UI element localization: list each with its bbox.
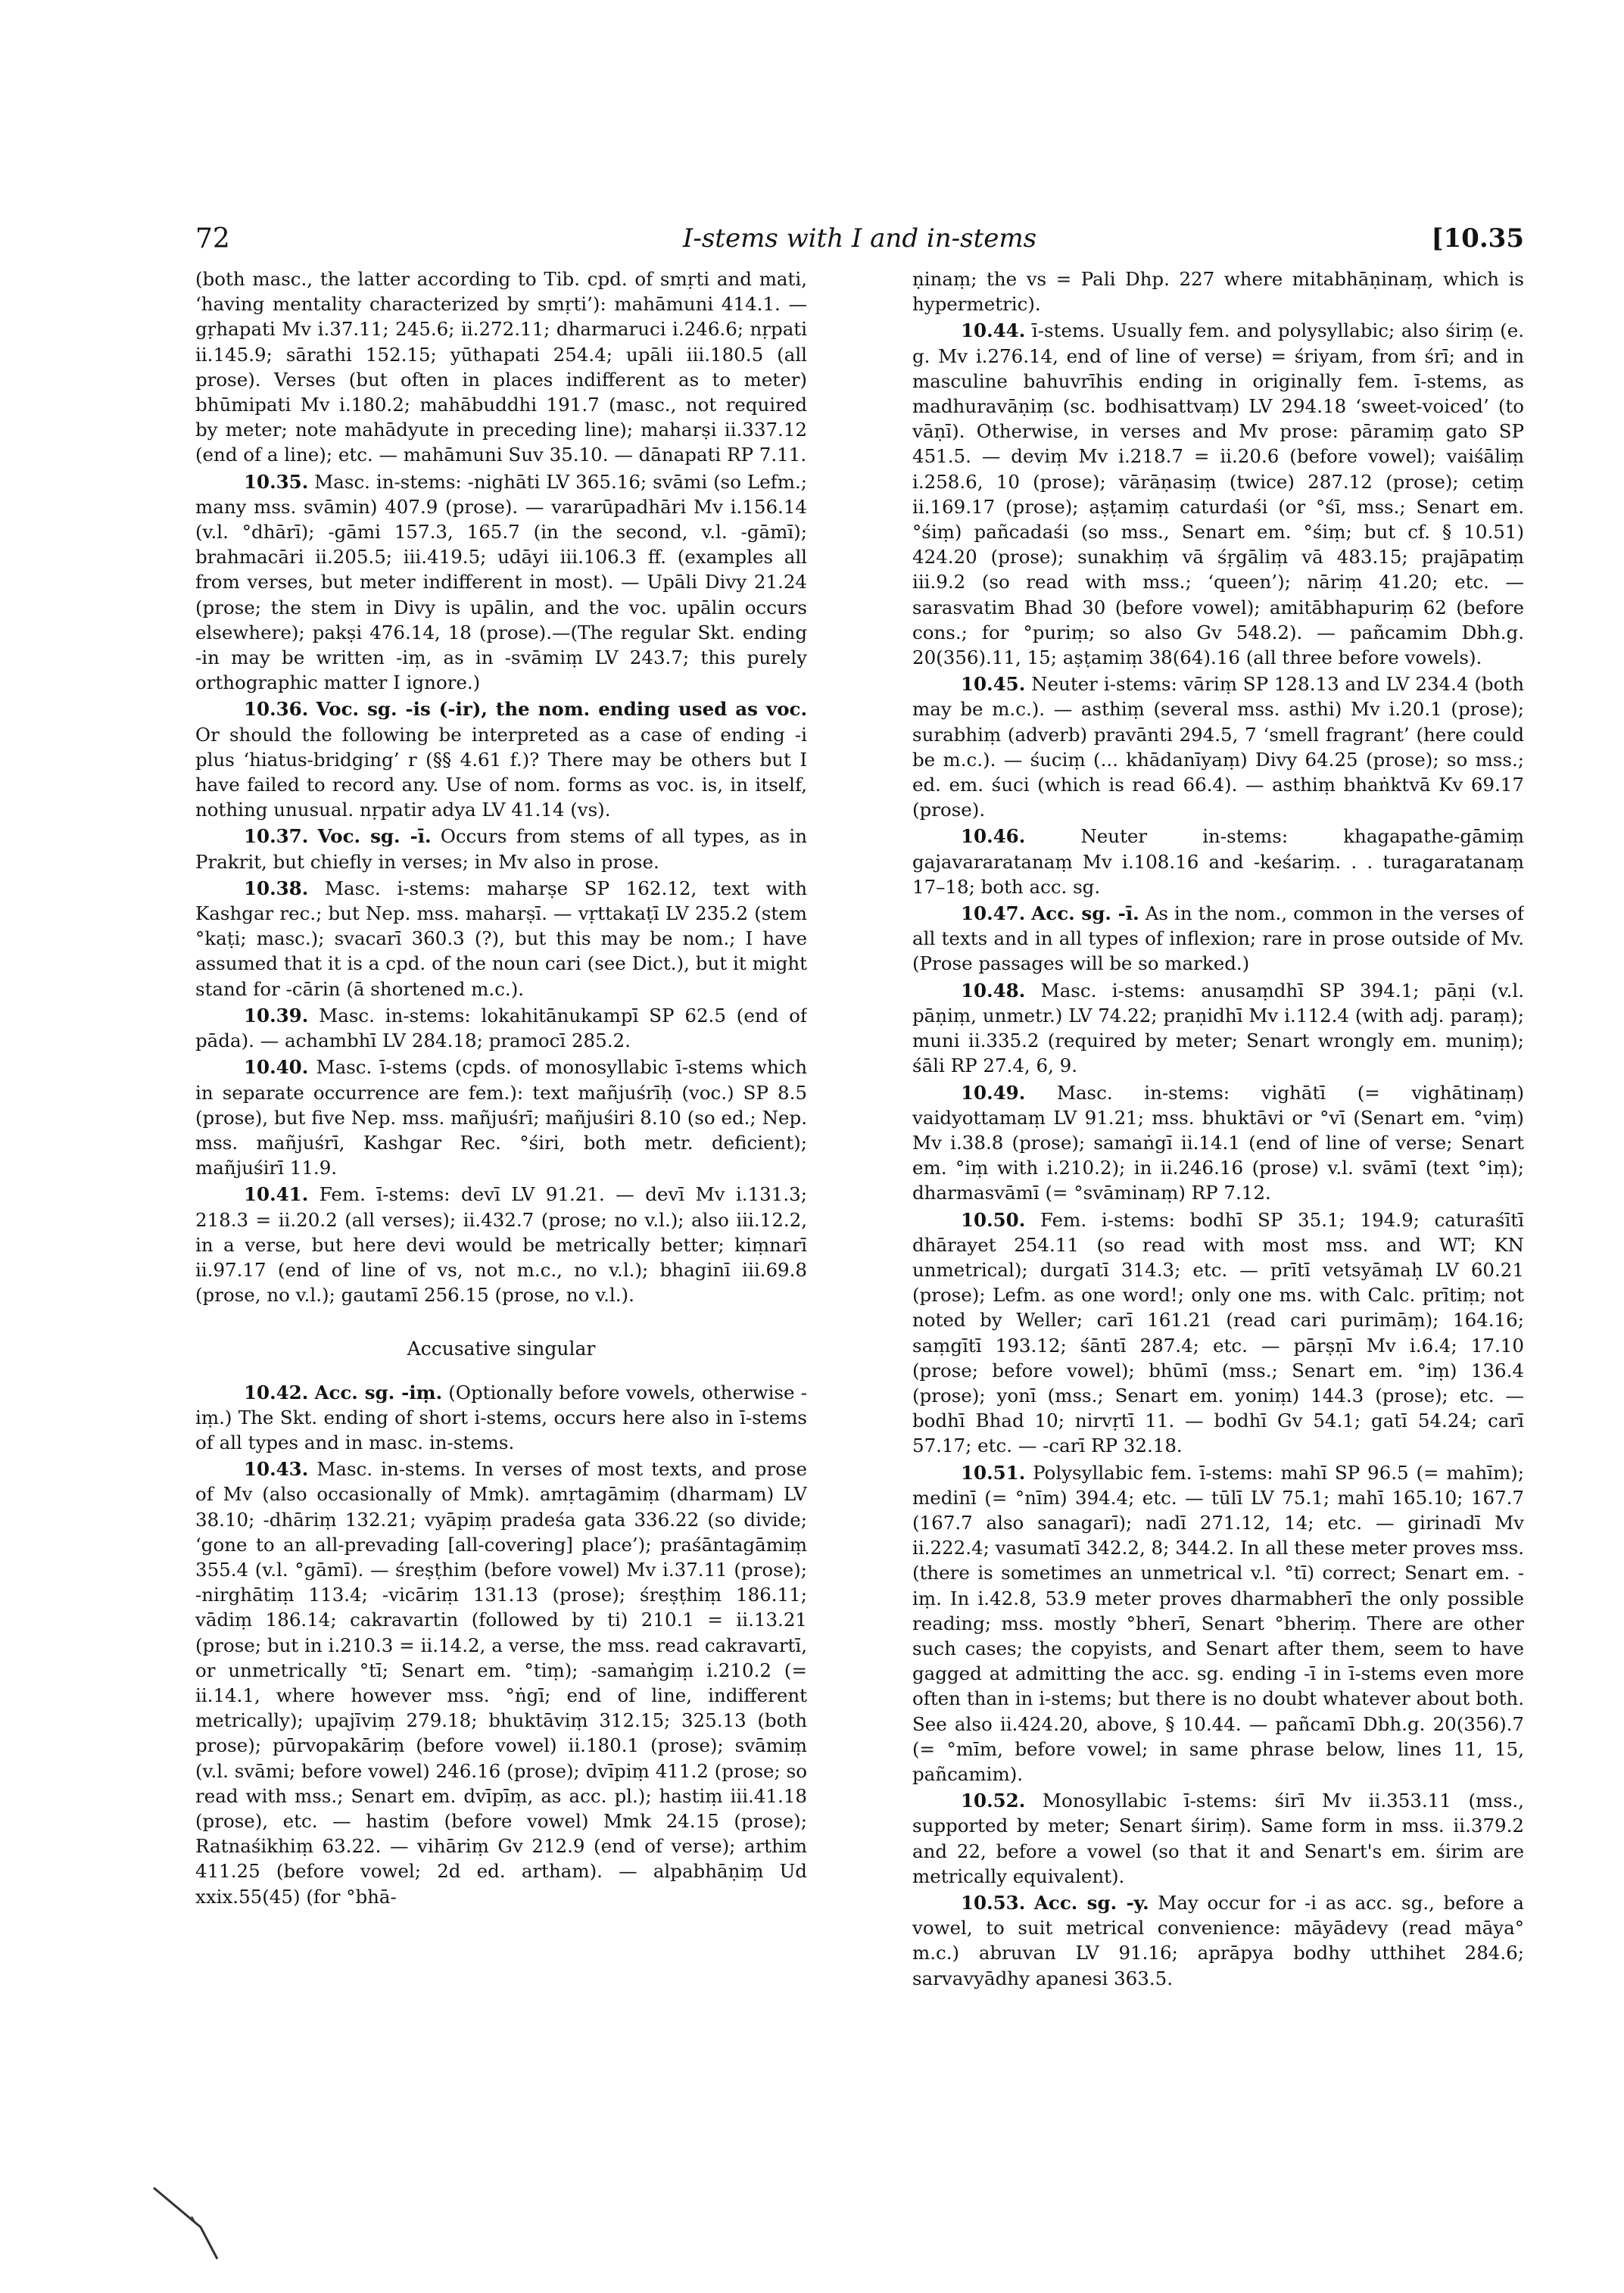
paragraph xyxy=(195,1055,807,1180)
paragraph-heading: Acc. sg. -y. xyxy=(1033,1892,1149,1914)
paragraph xyxy=(912,1788,1524,1889)
paragraph-text: Fem. ī-stems: devī LV 91.21. — devī Mv i.131.3; 218.3 = ii.20.2 (all verses); ii.432.7 (prose; no v.l.); also iii.12.2, in a verse, but here devi would be metrically better; kiṃnarī ii.97.17 (end of line of vs, not m.c., no v.l.); bhaginī iii.69.8 (prose, no v.l.); gautamī 256.15 (prose, no v.l.). xyxy=(195,1183,807,1307)
paragraph-text: Polysyllabic fem. ī-stems: mahī SP 96.5 (= mahīm); medinī (= °nīm) 394.4; etc. — tūlī LV 75.1; mahī 165.10; 167.7 (167.7 also sanagarī); nadī 271.12, 14; etc. — girinadī Mv ii.222.4; vasumatī 342.2, 8; 344.2. In all these meter proves mss. (there is sometimes an unmetrical v.l. °tī) correct; Senart em. -iṃ. In i.42.8, 53.9 meter proves dharmabherī the only possible reading; mss. mostly °bherī, Senart °bheriṃ. There are other such cases; the copyists, and Senart after them, seem to have gagged at admitting the acc. sg. ending -ī in ī-stems even more often than in i-stems; but there is no doubt whatever about both. See also ii.424.20, above, § 10.44. — pañcamī Dbh.g. 20(356).7 (= °mīm, before vowel; in same phrase below, lines 11, 15, pañcamim). xyxy=(912,1461,1524,1785)
paragraph-text: ī-stems. Usually fem. and polysyllabic; also śiriṃ (e. g. Mv i.276.14, end of line of verse) = śriyam, from śrī; and in masculine bahuvrīhis ending in originally fem. ī-stems, as madhuravāṇiṃ (sc. bodhisattvaṃ) LV 294.18 ‘sweet-voiced’ (to vāṇī). Otherwise, in verses and Mv prose: pāramiṃ gato SP 451.5. — deviṃ Mv i.218.7 = ii.20.6 (before vowel); vaiśāliṃ i.258.6, 10 (prose); vārāṇasiṃ (twice) 287.12 (prose); cetiṃ ii.169.17 (prose); aṣṭamiṃ caturdaśi (or °śī, mss.; Senart em. °śiṃ) pañcadaśi (so mss., Senart em. °śiṃ; but cf. § 10.51) 424.20 (prose); sunakhiṃ vā śṛgāliṃ vā 483.15; prajāpatiṃ iii.9.2 (so read with mss.; ‘queen’); nāriṃ 41.20; etc. — sarasvatim Bhad 30 (before vowel); amitābhapuriṃ 62 (before cons.; for °puriṃ; so also Gv 548.2). — pañcamim Dbh.g. 20(356).11, 15; aṣṭamiṃ 38(64).16 (all three before vowels). xyxy=(912,319,1524,669)
paragraph-heading: Acc. sg. -iṃ. xyxy=(314,1381,443,1404)
paragraph-text: (Optionally before vowels, otherwise -iṃ.) The Skt. ending of short i-stems, occurs here also in ī-stems of all types and in masc. in-stems. xyxy=(195,1381,807,1453)
paragraph-text: Masc. in-stems. In verses of most texts, and prose of Mv (also occasionally of Mmk). amṛtagāmiṃ (dharmam) LV 38.10; -dhāriṃ 132.21; vyāpiṃ pradeśa gata 336.22 (so divide; ‘gone to an all-prevading [all-covering] place’); praśāntagāmiṃ 355.4 (v.l. °gāmī). — śreṣṭhim (before vowel) Mv i.37.11 (prose); -nirghātiṃ 113.4; -vicāriṃ 131.13 (prose); śreṣṭhiṃ 186.11; vādiṃ 186.14; cakravartin (followed by ti) 210.1 = ii.13.21 (prose; but in i.210.3 = ii.14.2, a verse, the mss. read cakravartī, or unmetrically °tī; Senart em. °tiṃ); -samaṅgiṃ i.210.2 (= ii.14.1, where however mss. °ṅgī; end of line, indifferent metrically); upajīviṃ 279.18; bhuktāviṃ 312.15; 325.13 (both prose); pūrvopakāriṃ (before vowel) ii.180.1 (prose); svāmiṃ (v.l. svāmi; before vowel) 246.16 (prose); dvīpiṃ 411.2 (prose; so read with mss.; Senart em. dvīpīṃ, as acc. pl.); hastiṃ iii.41.18 (prose), etc. — hastim (before vowel) Mmk 24.15 (prose); Ratnaśikhiṃ 63.22. — vihāriṃ Gv 212.9 (end of verse); arthim 411.25 (before vowel; 2d ed. artham). — alpabhāṇiṃ Ud xxix.55(45) (for °bhā- xyxy=(195,1458,807,1908)
paragraph xyxy=(195,469,807,696)
paragraph xyxy=(195,1182,807,1307)
paragraph xyxy=(912,978,1524,1079)
paragraph xyxy=(195,1380,807,1456)
paragraph-text: Masc. ī-stems (cpds. of monosyllabic ī-stems which in separate occurrence are fem.): text mañjuśrīḥ (voc.) SP 8.5 (prose), but five Nep. mss. mañjuśrī; mañjuśiri 8.10 (so ed.; Nep. mss. mañjuśrī, Kashgar Rec. °śiri, both metr. deficient); mañjuśirī 11.9. xyxy=(195,1056,807,1179)
paragraph-text: (both masc., the latter according to Tib. cpd. of smṛti and mati, ‘having mentality characterized by smṛti’): mahāmuni 414.1. — gṛhapati Mv i.37.11; 245.6; ii.272.11; dharmaruci i.246.6; nṛpati ii.145.9; sārathi 152.15; yūthapati 254.4; upāli iii.180.5 (all prose). Verses (but often in places indifferent as to meter) bhūmipati Mv i.180.2; mahābuddhi 191.7 (masc., not required by meter; note mahādyute in preceding line); maharṣi ii.337.12 (end of a line); etc. — mahāmuni Suv 35.10. — dānapati RP 7.11. xyxy=(195,268,807,466)
paragraph-number: 10.46. xyxy=(961,825,1026,848)
paragraph-number: 10.41. xyxy=(244,1183,309,1206)
paragraph xyxy=(195,266,807,468)
paragraph-number: 10.35. xyxy=(244,470,309,493)
paragraph-number: 10.52. xyxy=(961,1790,1026,1812)
paragraph xyxy=(912,1080,1524,1206)
paragraph-heading: Voc. sg. -is (-ir), the nom. ending used as voc. xyxy=(316,698,807,721)
paragraph xyxy=(912,1207,1524,1459)
paragraph xyxy=(912,266,1524,316)
paragraph-text: Occurs from stems of all types, as in Prakrit, but chiefly in verses; in Mv also in prose. xyxy=(195,825,807,873)
paragraph-text: As in the nom., common in the verses of all texts and in all types of inflexion; rare in prose outside of Mv. (Prose passages will be so marked.) xyxy=(912,902,1524,975)
paragraph xyxy=(912,1890,1524,1991)
paragraph xyxy=(912,824,1524,899)
paragraph-text: Fem. i-stems: bodhī SP 35.1; 194.9; caturaśītī dhārayet 254.11 (so read with most mss. and WT; KN unmetrical); durgatī 314.3; etc. — prītī vetsyāmaḥ LV 60.21 (prose); Lefm. as one word!; only one ms. with Calc. prītiṃ; not noted by Weller; carī 161.21 (read cari purimāṃ); 164.16; saṃgītī 193.12; śāntī 287.4; etc. — pārṣṇī Mv i.6.4; 17.10 (prose; before vowel); bhūmī (mss.; Senart em. °iṃ) 136.4 (prose); yonī (mss.; Senart em. yoniṃ) 144.3 (prose); etc. — bodhī Bhad 10; nirvṛtī 11. — bodhī Gv 54.1; gatī 54.24; carī 57.17; etc. — -carī RP 32.18. xyxy=(912,1208,1524,1457)
paragraph-text: May occur for -i as acc. sg., before a vowel, to suit metrical convenience: māyādevy (read māya° m.c.) abruvan LV 91.16; aprāpya bodhy utthihet 284.6; sarvavyādhy apanesi 363.5. xyxy=(912,1892,1524,1989)
paragraph-number: 10.36. xyxy=(244,698,309,721)
paragraph-text: Masc. in-stems: lokahitānukampī SP 62.5 (end of pāda). — achambhī LV 284.18; pramocī 285.2. xyxy=(195,1004,807,1052)
paragraph-heading: Acc. sg. -ī. xyxy=(1031,902,1139,925)
paragraph-number: 10.40. xyxy=(244,1056,309,1079)
left-column xyxy=(195,266,807,2136)
paragraph-number: 10.53. xyxy=(961,1892,1026,1914)
paragraph-text: Monosyllabic ī-stems: śirī Mv ii.353.11 (mss., supported by meter; Senart śiriṃ). Same form in mss. ii.379.2 and 22, before a vowel (so that it and Senart's em. śirim are metrically equivalent). xyxy=(912,1790,1524,1887)
running-title: I-stems with I and in-stems xyxy=(682,223,1037,254)
paragraph-text: Neuter i-stems: vāriṃ SP 128.13 and LV 234.4 (both may be m.c.). — asthiṃ (several mss. asthi) Mv i.20.1 (prose); surabhiṃ (adverb) pravānti 294.5, 7 ‘smell fragrant’ (here could be m.c.). — śuciṃ (... khādanīyaṃ) Divy 64.25 (prose); so mss.; ed. em. śuci (which is read 66.4). — asthiṃ bhaṅktvā Kv 69.17 (prose). xyxy=(912,673,1524,821)
section-heading: Accusative singular xyxy=(407,1338,596,1360)
paragraph-number: 10.45. xyxy=(961,673,1026,696)
page-number: 72 xyxy=(195,223,230,254)
paragraph-text: Masc. i-stems: maharṣe SP 162.12, text with Kashgar rec.; but Nep. mss. maharṣī. — vṛttakaṭī LV 235.2 (stem °kaṭi; masc.); svacarī 360.3 (?), but this may be nom.; I have assumed that it is a cpd. of the noun cari (see Dict.), but it might stand for -cārin (ā shortened m.c.). xyxy=(195,877,807,1000)
right-column xyxy=(912,266,1524,2136)
paragraph-heading: Voc. sg. -ī. xyxy=(317,825,432,848)
paragraph-number: 10.37. xyxy=(244,825,309,848)
paragraph-number: 10.43. xyxy=(244,1458,309,1481)
paragraph-text: Masc. in-stems: vighātī (= vighātinaṃ) vaidyottamaṃ LV 91.21; mss. bhuktāvi or °vī (Senart em. °viṃ) Mv i.38.8 (prose); samaṅgī ii.14.1 (end of line of verse; Senart em. °iṃ with i.210.2); in ii.246.16 (prose) v.l. svāmī (text °iṃ); dharmasvāmī (= °svāminaṃ) RP 7.12. xyxy=(912,1081,1524,1204)
running-header xyxy=(195,223,1524,260)
paragraph-number: 10.51. xyxy=(961,1461,1026,1484)
paragraph xyxy=(912,901,1524,977)
pencil-mark xyxy=(148,2180,238,2263)
paragraph-text: Neuter in-stems: khagapathe-gāmiṃ gajavararatanaṃ Mv i.108.16 and -keśariṃ. . . turagaratanaṃ 17–18; both acc. sg. xyxy=(912,825,1524,898)
paragraph-number: 10.44. xyxy=(961,319,1026,342)
paragraph-number: 10.47. xyxy=(961,902,1026,925)
paragraph xyxy=(912,1460,1524,1787)
paragraph-number: 10.50. xyxy=(961,1208,1026,1231)
paragraph-number: 10.38. xyxy=(244,877,309,899)
paragraph-number: 10.48. xyxy=(961,979,1026,1002)
paragraph-text: ṇinaṃ; the vs = Pali Dhp. 227 where mitabhāṇinaṃ, which is hypermetric). xyxy=(912,268,1524,316)
paragraph-text: Masc. in-stems: -nighāti LV 365.16; svāmi (so Lefm.; many mss. svāmin) 407.9 (prose). — vararūpadhāri Mv i.156.14 (v.l. °dhārī); -gāmi 157.3, 165.7 (in the second, v.l. -gāmī); brahmacāri ii.205.5; iii.419.5; udāyi iii.106.3 ff. (examples all from verses, but meter indifferent in most). — Upāli Divy 21.24 (prose; the stem in Divy is upālin, and the voc. upālin occurs elsewhere); pakṣi 476.14, 18 (prose).—(The regular Skt. ending -in may be written -iṃ, as in -svāmiṃ LV 243.7; this purely orthographic matter I ignore.) xyxy=(195,470,807,694)
paragraph-number: 10.49. xyxy=(961,1081,1026,1104)
paragraph xyxy=(912,671,1524,822)
paragraph-text: Or should the following be interpreted as a case of ending -i plus ‘hiatus-bridging’ r (§§ 4.61 f.)? There may be others but I have failed to record any. Use of nom. forms as voc. is, in itself, nothing unusual. nṛpatir adya LV 41.14 (vs). xyxy=(195,723,807,821)
paragraph-number: 10.42. xyxy=(244,1381,309,1404)
section-marker: [10.35 xyxy=(1431,223,1524,254)
paragraph-text: Masc. i-stems: anusaṃdhī SP 394.1; pāṇi (v.l. pāṇiṃ, unmetr.) LV 74.22; praṇidhī Mv i.112.4 (with adj. paraṃ); muni ii.335.2 (required by meter; Senart wrongly em. muniṃ); śāli RP 27.4, 6, 9. xyxy=(912,979,1524,1077)
paragraph-number: 10.39. xyxy=(244,1004,309,1027)
paragraph xyxy=(912,318,1524,670)
paragraph xyxy=(195,876,807,1002)
paragraph xyxy=(195,696,807,822)
paragraph xyxy=(195,1456,807,1909)
paragraph xyxy=(195,1003,807,1053)
paragraph xyxy=(195,824,807,874)
